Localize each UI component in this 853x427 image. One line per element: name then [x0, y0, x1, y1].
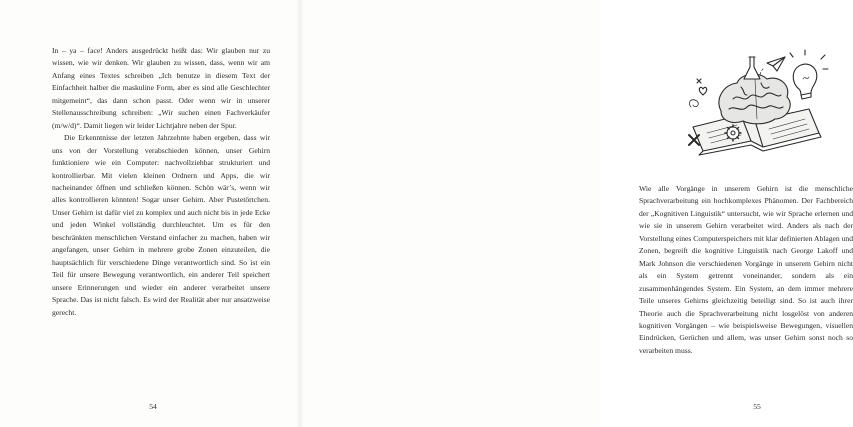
paragraph: In – ya – face! Anders ausgedrückt heißt das: Wir glauben nur zu wissen, wie wir denken. Wir glauben zu wissen, dass, wenn wir am Anfang eines Textes schreiben „Ich benutze in diesem Text der Einfachheit halber die maskuline Form, aber es sind alle Geschlechter mitgemeint“, das dann schon passt. Oder wenn wir in unserer Stellenausschreibung schreiben: „Wir suchen einen Fachverkäufer (m/w/d)“. Damit liegen wir leider Lichtjahre neben der Spur. — [52, 46, 270, 130]
brain-on-book-illustration — [681, 49, 829, 159]
right-page — [300, 0, 853, 427]
page-number: 55 — [753, 402, 761, 411]
right-page-text — [639, 183, 853, 357]
left-page — [0, 0, 300, 427]
page-number: 54 — [149, 402, 157, 411]
left-page-text — [52, 45, 270, 319]
paragraph: Die Erkenntnisse der letzten Jahrzehnte haben ergeben, dass wir uns von der Vorstellung verabschieden können, unser Gehirn funktioniere wie ein Computer: nachvollziehbar strukturiert und kontrollierbar. Mit vielen kleinen Ordnern und Apps, die wir nacheinander öffnen und schließen können. Schön wär’s, wenn wir alles kontrollieren könnten! Sogar unser Gehirn. Aber Pustetörtchen. Unser Gehirn ist dafür viel zu komplex und auch nicht bis in jede Ecke und jeden Winkel vollständig durchleuchtet. Um es für den beschränkten menschlichen Verstand einfacher zu machen, haben wir angefangen, unser Gehirn in mehrere grobe Zonen einzuteilen, die hauptsächlich für verschiedene Dinge verantwortlich sind. So ist ein Teil für unsere Bewegung verantwortlich, ein anderer Teil speichert unsere Erinnerungen und wieder ein anderer verarbeitet unsere Sprache. Das ist nicht falsch. Es wird der Realität aber nur ansatzweise gerecht. — [52, 133, 270, 317]
paragraph: Wie alle Vorgänge in unserem Gehirn ist die menschliche Sprachverarbeitung ein hochkomplexes Phänomen. Der Fachbereich der „Kognitiven Linguistik“ untersucht, wie wir Sprache erlernen und wie sie in unserem Gehirn verarbeitet wird. Anders als nach der Vorstellung eines Computerspeichers mit klar definierten Ablagen und Zonen, begreift die kognitive Linguistik nach George Lakoff und Mark Johnson die verschiedenen Vorgänge in unserem Gehirn nicht als ein System getrennt voneinander, sondern als ein zusammenhängendes System. Ein System, an dem immer mehrere Teile unseres Gehirns gleichzeitig beteiligt sind. So ist auch ihrer Theorie auch die Sprachverarbeitung nicht losgelöst von anderen kognitiven Vorgängen – wie beispielsweise Bewegungen, visuellen Eindrücken, Gerüchen und allem, was unser Gehirn sonst noch so verarbeiten muss. — [639, 184, 853, 355]
